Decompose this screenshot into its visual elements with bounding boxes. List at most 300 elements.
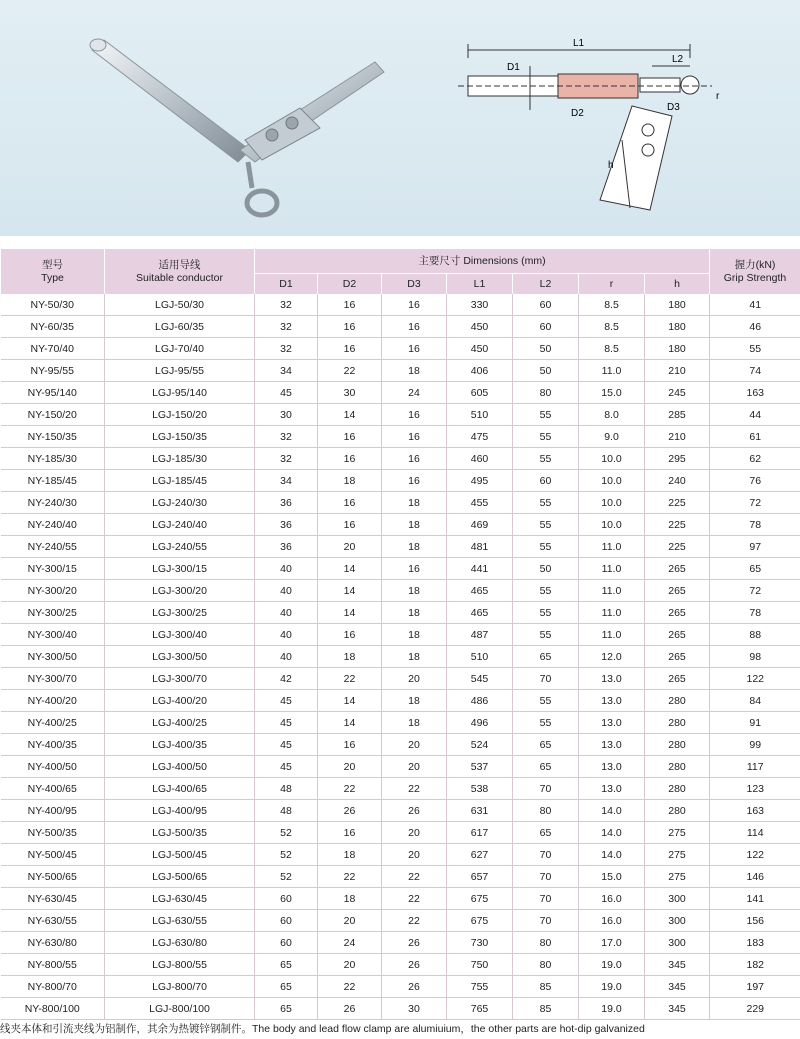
col-header-h: h xyxy=(645,274,710,295)
cell-r: 12.0 xyxy=(579,646,645,668)
cell-l1: 510 xyxy=(447,404,513,426)
cell-d3: 18 xyxy=(382,646,447,668)
label-D2: D2 xyxy=(571,108,584,119)
label-D3: D3 xyxy=(667,102,680,113)
cell-d1: 32 xyxy=(255,426,318,448)
cell-d2: 16 xyxy=(318,734,382,756)
cell-d2: 18 xyxy=(318,646,382,668)
cell-r: 10.0 xyxy=(579,514,645,536)
cell-l2: 70 xyxy=(513,888,579,910)
table-row xyxy=(1,822,800,844)
cell-d3: 30 xyxy=(382,998,447,1020)
cell-d1: 52 xyxy=(255,866,318,888)
cell-conductor: LGJ-400/95 xyxy=(105,800,255,822)
col-header-D2: D2 xyxy=(318,274,382,295)
cell-l1: 450 xyxy=(447,338,513,360)
cell-l2: 65 xyxy=(513,756,579,778)
cell-type: NY-300/20 xyxy=(1,580,105,602)
cell-type: NY-400/50 xyxy=(1,756,105,778)
cell-conductor: LGJ-300/20 xyxy=(105,580,255,602)
cell-d3: 18 xyxy=(382,492,447,514)
cell-d2: 18 xyxy=(318,888,382,910)
cell-h: 265 xyxy=(645,624,710,646)
cell-conductor: LGJ-630/45 xyxy=(105,888,255,910)
cell-d1: 45 xyxy=(255,712,318,734)
cell-h: 345 xyxy=(645,998,710,1020)
cell-d2: 22 xyxy=(318,360,382,382)
cell-l1: 627 xyxy=(447,844,513,866)
table-row xyxy=(1,756,800,778)
col-header-type xyxy=(1,249,105,294)
cell-d2: 18 xyxy=(318,844,382,866)
cell-conductor: LGJ-800/70 xyxy=(105,976,255,998)
cell-l1: 487 xyxy=(447,624,513,646)
cell-d1: 60 xyxy=(255,932,318,954)
cell-d2: 26 xyxy=(318,800,382,822)
table-row xyxy=(1,360,800,382)
cell-d1: 48 xyxy=(255,778,318,800)
table-row xyxy=(1,514,800,536)
cell-type: NY-95/140 xyxy=(1,382,105,404)
material-footnote: 线夹本体和引流夹线为铝制作，其余为热镀锌钢制件。The body and lead flow clamp are alumiuium，the other parts are hot-dip galvanized xyxy=(0,1023,645,1035)
cell-conductor: LGJ-400/35 xyxy=(105,734,255,756)
table-row xyxy=(1,910,800,932)
cell-h: 280 xyxy=(645,712,710,734)
cell-d3: 26 xyxy=(382,932,447,954)
cell-l2: 80 xyxy=(513,954,579,976)
cell-l2: 65 xyxy=(513,822,579,844)
cell-conductor: LGJ-95/55 xyxy=(105,360,255,382)
table-row xyxy=(1,404,800,426)
cell-d1: 45 xyxy=(255,690,318,712)
cell-l2: 55 xyxy=(513,404,579,426)
table-row xyxy=(1,470,800,492)
cell-l2: 55 xyxy=(513,536,579,558)
cell-r: 19.0 xyxy=(579,998,645,1020)
cell-d2: 22 xyxy=(318,668,382,690)
cell-l1: 475 xyxy=(447,426,513,448)
cell-conductor: LGJ-95/140 xyxy=(105,382,255,404)
cell-h: 280 xyxy=(645,800,710,822)
cell-d3: 16 xyxy=(382,404,447,426)
cell-type: NY-300/40 xyxy=(1,624,105,646)
cell-d1: 30 xyxy=(255,404,318,426)
cell-l2: 55 xyxy=(513,426,579,448)
cell-l1: 481 xyxy=(447,536,513,558)
cell-grip: 74 xyxy=(710,360,800,382)
cell-grip: 156 xyxy=(710,910,800,932)
cell-d3: 18 xyxy=(382,580,447,602)
cell-l1: 406 xyxy=(447,360,513,382)
cell-h: 280 xyxy=(645,778,710,800)
cell-grip: 114 xyxy=(710,822,800,844)
cell-type: NY-240/30 xyxy=(1,492,105,514)
cell-conductor: LGJ-240/40 xyxy=(105,514,255,536)
table-row xyxy=(1,778,800,800)
cell-r: 19.0 xyxy=(579,976,645,998)
cell-h: 295 xyxy=(645,448,710,470)
spec-table xyxy=(0,249,800,1020)
cell-type: NY-185/45 xyxy=(1,470,105,492)
cell-d2: 14 xyxy=(318,580,382,602)
cell-d2: 14 xyxy=(318,558,382,580)
cell-d3: 16 xyxy=(382,558,447,580)
cell-d3: 20 xyxy=(382,822,447,844)
cell-d2: 16 xyxy=(318,624,382,646)
table-row xyxy=(1,668,800,690)
cell-grip: 46 xyxy=(710,316,800,338)
cell-grip: 122 xyxy=(710,844,800,866)
cell-l2: 60 xyxy=(513,294,579,316)
cell-d2: 22 xyxy=(318,866,382,888)
cell-l1: 486 xyxy=(447,690,513,712)
cell-d2: 14 xyxy=(318,712,382,734)
cell-grip: 123 xyxy=(710,778,800,800)
cell-type: NY-150/35 xyxy=(1,426,105,448)
cell-d1: 45 xyxy=(255,382,318,404)
cell-l1: 675 xyxy=(447,910,513,932)
cell-conductor: LGJ-400/65 xyxy=(105,778,255,800)
cell-r: 13.0 xyxy=(579,690,645,712)
cell-l2: 55 xyxy=(513,602,579,624)
cell-h: 210 xyxy=(645,426,710,448)
cell-r: 8.0 xyxy=(579,404,645,426)
cell-r: 11.0 xyxy=(579,602,645,624)
header-conductor-cn: 适用导线 xyxy=(158,258,201,271)
cell-d1: 32 xyxy=(255,316,318,338)
cell-l2: 55 xyxy=(513,690,579,712)
cell-d1: 36 xyxy=(255,514,318,536)
cell-h: 300 xyxy=(645,932,710,954)
cell-l2: 55 xyxy=(513,624,579,646)
cell-l2: 65 xyxy=(513,734,579,756)
cell-d2: 14 xyxy=(318,404,382,426)
cell-l1: 524 xyxy=(447,734,513,756)
cell-h: 300 xyxy=(645,888,710,910)
label-L1: L1 xyxy=(573,38,585,49)
cell-conductor: LGJ-300/40 xyxy=(105,624,255,646)
cell-d2: 16 xyxy=(318,492,382,514)
cell-r: 11.0 xyxy=(579,624,645,646)
cell-type: NY-400/20 xyxy=(1,690,105,712)
cell-conductor: LGJ-400/50 xyxy=(105,756,255,778)
table-row xyxy=(1,602,800,624)
cell-h: 345 xyxy=(645,976,710,998)
cell-r: 11.0 xyxy=(579,558,645,580)
cell-d1: 40 xyxy=(255,558,318,580)
cell-d3: 16 xyxy=(382,316,447,338)
cell-l2: 50 xyxy=(513,360,579,382)
cell-d1: 36 xyxy=(255,492,318,514)
cell-d3: 26 xyxy=(382,976,447,998)
table-row xyxy=(1,866,800,888)
table-row xyxy=(1,536,800,558)
cell-grip: 97 xyxy=(710,536,800,558)
cell-d2: 14 xyxy=(318,602,382,624)
col-header-L2: L2 xyxy=(513,274,579,295)
cell-grip: 229 xyxy=(710,998,800,1020)
cell-grip: 141 xyxy=(710,888,800,910)
cell-d2: 14 xyxy=(318,690,382,712)
cell-grip: 78 xyxy=(710,514,800,536)
table-row xyxy=(1,888,800,910)
cell-l2: 65 xyxy=(513,646,579,668)
cell-d2: 20 xyxy=(318,536,382,558)
header-type-cn: 型号 xyxy=(42,258,63,271)
cell-d1: 52 xyxy=(255,822,318,844)
cell-r: 13.0 xyxy=(579,668,645,690)
table-row xyxy=(1,558,800,580)
cell-d2: 22 xyxy=(318,778,382,800)
table-row xyxy=(1,800,800,822)
cell-h: 265 xyxy=(645,558,710,580)
table-row xyxy=(1,690,800,712)
cell-l2: 80 xyxy=(513,932,579,954)
cell-h: 225 xyxy=(645,536,710,558)
cell-conductor: LGJ-50/30 xyxy=(105,294,255,316)
cell-l1: 545 xyxy=(447,668,513,690)
header-conductor-en: Suitable conductor xyxy=(136,271,223,284)
cell-type: NY-240/40 xyxy=(1,514,105,536)
cell-grip: 183 xyxy=(710,932,800,954)
cell-h: 180 xyxy=(645,316,710,338)
header-grip-en: Grip Strength xyxy=(723,271,787,284)
cell-l1: 465 xyxy=(447,580,513,602)
cell-conductor: LGJ-300/50 xyxy=(105,646,255,668)
col-header-r: r xyxy=(579,274,645,295)
cell-r: 14.0 xyxy=(579,844,645,866)
cell-d2: 22 xyxy=(318,976,382,998)
cell-d1: 40 xyxy=(255,602,318,624)
cell-d3: 16 xyxy=(382,448,447,470)
cell-l2: 80 xyxy=(513,800,579,822)
cell-d1: 60 xyxy=(255,910,318,932)
header-grip-cn: 握力(kN) xyxy=(734,258,776,271)
cell-d3: 24 xyxy=(382,382,447,404)
cell-r: 16.0 xyxy=(579,910,645,932)
cell-conductor: LGJ-300/25 xyxy=(105,602,255,624)
cell-l1: 657 xyxy=(447,866,513,888)
cell-d2: 18 xyxy=(318,470,382,492)
product-banner xyxy=(0,0,800,236)
cell-h: 275 xyxy=(645,866,710,888)
cell-l2: 60 xyxy=(513,316,579,338)
cell-d2: 16 xyxy=(318,338,382,360)
cell-h: 345 xyxy=(645,954,710,976)
cell-r: 8.5 xyxy=(579,294,645,316)
cell-type: NY-300/15 xyxy=(1,558,105,580)
cell-d2: 26 xyxy=(318,998,382,1020)
cell-h: 180 xyxy=(645,294,710,316)
cell-l1: 441 xyxy=(447,558,513,580)
cell-conductor: LGJ-185/30 xyxy=(105,448,255,470)
cell-d2: 16 xyxy=(318,426,382,448)
cell-type: NY-50/30 xyxy=(1,294,105,316)
cell-r: 13.0 xyxy=(579,712,645,734)
cell-d2: 16 xyxy=(318,514,382,536)
cell-l1: 460 xyxy=(447,448,513,470)
cell-grip: 65 xyxy=(710,558,800,580)
cell-grip: 146 xyxy=(710,866,800,888)
cell-type: NY-300/25 xyxy=(1,602,105,624)
label-D1: D1 xyxy=(507,62,520,73)
cell-d2: 16 xyxy=(318,448,382,470)
cell-conductor: LGJ-800/100 xyxy=(105,998,255,1020)
cell-r: 11.0 xyxy=(579,580,645,602)
cell-d3: 20 xyxy=(382,756,447,778)
cell-r: 10.0 xyxy=(579,470,645,492)
cell-d3: 16 xyxy=(382,470,447,492)
cell-d1: 60 xyxy=(255,888,318,910)
table-row xyxy=(1,338,800,360)
cell-grip: 163 xyxy=(710,382,800,404)
cell-conductor: LGJ-70/40 xyxy=(105,338,255,360)
cell-d2: 20 xyxy=(318,954,382,976)
cell-d3: 22 xyxy=(382,910,447,932)
cell-r: 11.0 xyxy=(579,536,645,558)
label-r: r xyxy=(716,91,720,102)
cell-grip: 62 xyxy=(710,448,800,470)
cell-l1: 730 xyxy=(447,932,513,954)
cell-l1: 605 xyxy=(447,382,513,404)
table-row xyxy=(1,712,800,734)
cell-d1: 65 xyxy=(255,998,318,1020)
cell-d1: 45 xyxy=(255,756,318,778)
cell-grip: 61 xyxy=(710,426,800,448)
cell-d1: 40 xyxy=(255,646,318,668)
table-row xyxy=(1,426,800,448)
cell-h: 280 xyxy=(645,756,710,778)
cell-grip: 117 xyxy=(710,756,800,778)
cell-d3: 22 xyxy=(382,778,447,800)
cell-l2: 60 xyxy=(513,470,579,492)
cell-l2: 70 xyxy=(513,668,579,690)
cell-r: 9.0 xyxy=(579,426,645,448)
cell-l1: 450 xyxy=(447,316,513,338)
cell-conductor: LGJ-630/55 xyxy=(105,910,255,932)
cell-d2: 16 xyxy=(318,316,382,338)
table-row xyxy=(1,624,800,646)
cell-h: 265 xyxy=(645,646,710,668)
cell-l2: 55 xyxy=(513,492,579,514)
cell-r: 16.0 xyxy=(579,888,645,910)
cell-l2: 70 xyxy=(513,844,579,866)
cell-l1: 765 xyxy=(447,998,513,1020)
cell-l1: 496 xyxy=(447,712,513,734)
cell-r: 13.0 xyxy=(579,778,645,800)
cell-l2: 55 xyxy=(513,712,579,734)
cell-d1: 40 xyxy=(255,580,318,602)
cell-type: NY-500/65 xyxy=(1,866,105,888)
cell-type: NY-95/55 xyxy=(1,360,105,382)
table-row xyxy=(1,492,800,514)
cell-grip: 197 xyxy=(710,976,800,998)
cell-l2: 85 xyxy=(513,998,579,1020)
cell-d1: 32 xyxy=(255,338,318,360)
cell-l2: 55 xyxy=(513,448,579,470)
cell-l2: 70 xyxy=(513,778,579,800)
cell-type: NY-70/40 xyxy=(1,338,105,360)
cell-l2: 50 xyxy=(513,558,579,580)
cell-r: 15.0 xyxy=(579,866,645,888)
cell-d1: 34 xyxy=(255,360,318,382)
cell-l1: 537 xyxy=(447,756,513,778)
cell-grip: 99 xyxy=(710,734,800,756)
cell-grip: 41 xyxy=(710,294,800,316)
cell-d3: 18 xyxy=(382,602,447,624)
cell-r: 10.0 xyxy=(579,492,645,514)
cell-r: 17.0 xyxy=(579,932,645,954)
cell-type: NY-60/35 xyxy=(1,316,105,338)
cell-h: 210 xyxy=(645,360,710,382)
cell-d1: 32 xyxy=(255,294,318,316)
cell-h: 280 xyxy=(645,734,710,756)
col-header-conductor xyxy=(105,249,255,294)
cell-conductor: LGJ-240/55 xyxy=(105,536,255,558)
cell-conductor: LGJ-800/55 xyxy=(105,954,255,976)
cell-d2: 30 xyxy=(318,382,382,404)
cell-conductor: LGJ-500/45 xyxy=(105,844,255,866)
cell-l1: 465 xyxy=(447,602,513,624)
cell-type: NY-300/50 xyxy=(1,646,105,668)
cell-h: 225 xyxy=(645,492,710,514)
table-row xyxy=(1,976,800,998)
cell-h: 180 xyxy=(645,338,710,360)
cell-type: NY-400/95 xyxy=(1,800,105,822)
cell-grip: 88 xyxy=(710,624,800,646)
cell-l1: 469 xyxy=(447,514,513,536)
cell-h: 275 xyxy=(645,822,710,844)
label-L2: L2 xyxy=(672,54,684,65)
cell-type: NY-400/25 xyxy=(1,712,105,734)
cell-d1: 52 xyxy=(255,844,318,866)
cell-type: NY-500/45 xyxy=(1,844,105,866)
table-row xyxy=(1,382,800,404)
cell-h: 265 xyxy=(645,602,710,624)
cell-r: 8.5 xyxy=(579,316,645,338)
cell-grip: 72 xyxy=(710,492,800,514)
cell-type: NY-150/20 xyxy=(1,404,105,426)
cell-grip: 98 xyxy=(710,646,800,668)
cell-d1: 42 xyxy=(255,668,318,690)
cell-d1: 45 xyxy=(255,734,318,756)
cell-grip: 76 xyxy=(710,470,800,492)
cell-d3: 16 xyxy=(382,426,447,448)
col-header-D1: D1 xyxy=(255,274,318,295)
product-illustration xyxy=(0,0,800,236)
cell-grip: 78 xyxy=(710,602,800,624)
cell-l1: 510 xyxy=(447,646,513,668)
cell-l1: 755 xyxy=(447,976,513,998)
cell-r: 14.0 xyxy=(579,822,645,844)
cell-type: NY-630/80 xyxy=(1,932,105,954)
col-header-dimensions: 主要尺寸 Dimensions (mm) xyxy=(255,249,710,274)
cell-conductor: LGJ-300/15 xyxy=(105,558,255,580)
cell-d1: 34 xyxy=(255,470,318,492)
table-row xyxy=(1,734,800,756)
col-header-grip xyxy=(710,249,800,294)
cell-d3: 18 xyxy=(382,712,447,734)
cell-grip: 55 xyxy=(710,338,800,360)
col-header-L1: L1 xyxy=(447,274,513,295)
cell-d3: 16 xyxy=(382,294,447,316)
cell-d1: 65 xyxy=(255,976,318,998)
cell-l2: 55 xyxy=(513,580,579,602)
cell-r: 14.0 xyxy=(579,800,645,822)
cell-d3: 18 xyxy=(382,536,447,558)
cell-h: 240 xyxy=(645,470,710,492)
cell-grip: 44 xyxy=(710,404,800,426)
